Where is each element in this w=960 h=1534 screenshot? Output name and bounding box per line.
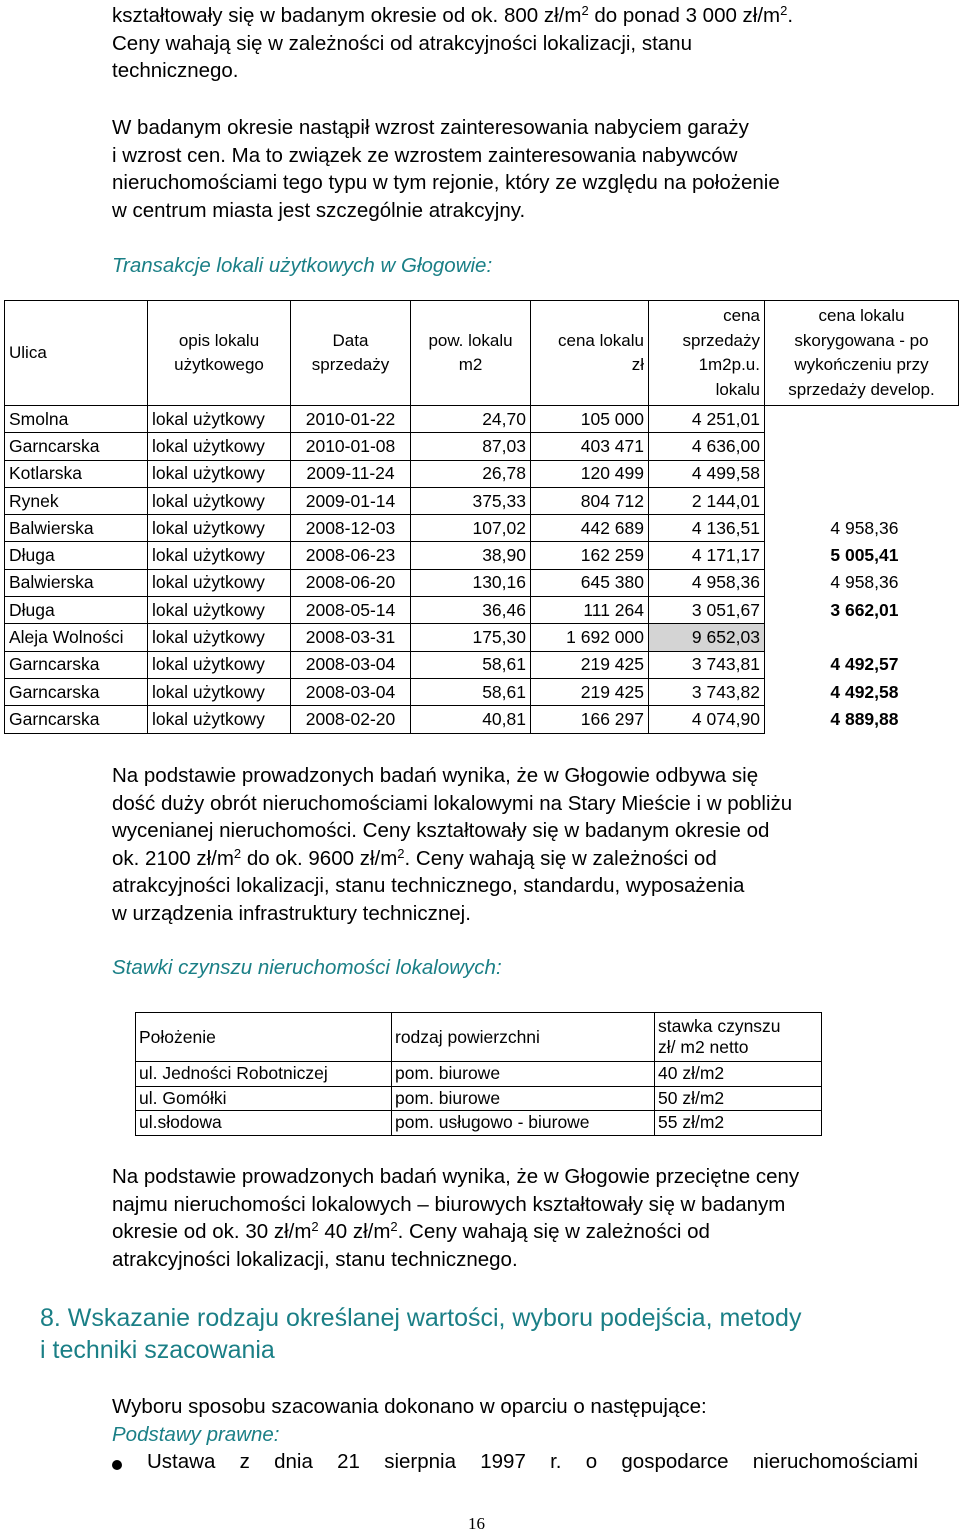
cell-unit-price: 2 144,01 (649, 487, 765, 514)
cell-area: 107,02 (411, 515, 531, 542)
cell-description: lokal użytkowy (148, 433, 291, 460)
garages-line-2: i wzrost cen. Ma to związek ze wzrostem zainteresowania nabywców (112, 143, 738, 167)
cell-price: 162 259 (531, 542, 649, 569)
transactions-heading: Transakcje lokali użytkowych w Głogowie: (112, 254, 493, 277)
cell-street: Długa (5, 597, 148, 624)
cell-area: 40,81 (411, 706, 531, 733)
header-adjusted-price: cena lokalu skorygowana - po wykończeniu przy sprzedaży develop. (765, 301, 959, 406)
cell-street: Kotlarska (5, 460, 148, 487)
table-row (136, 1111, 822, 1136)
cell-description: lokal użytkowy (148, 569, 291, 596)
cell-rate: 55 zł/m2 (655, 1111, 822, 1136)
analysis-line-2: dość duży obrót nieruchomościami lokalowymi na Stary Mieście i w pobliżu (112, 791, 793, 815)
rent-table (135, 1012, 822, 1136)
cell-description: lokal użytkowy (148, 678, 291, 705)
bullet-word: dnia (274, 1450, 313, 1473)
garages-paragraph (112, 114, 912, 224)
transactions-header-row (5, 301, 959, 406)
rent-line-1: Na podstawie prowadzonych badań wynika, że w Głogowie przeciętne ceny (112, 1165, 800, 1188)
cell-date: 2008-03-04 (291, 651, 411, 678)
cell-unit-price: 4 251,01 (649, 406, 765, 433)
cell-type: pom. biurowe (392, 1086, 655, 1111)
cell-street: Smolna (5, 406, 148, 433)
cell-date: 2008-06-23 (291, 542, 411, 569)
cell-date: 2008-05-14 (291, 597, 411, 624)
table-row (136, 1086, 822, 1111)
cell-type: pom. biurowe (392, 1062, 655, 1087)
analysis-line-1: Na podstawie prowadzonych badań wynika, że w Głogowie odbywa się (112, 764, 759, 787)
transactions-table (4, 300, 959, 734)
cell-area: 36,46 (411, 597, 531, 624)
cell-adjusted-price (765, 624, 959, 651)
cell-adjusted-price: 4 958,36 (830, 517, 899, 538)
cell-adjusted-price (765, 460, 959, 487)
cell-area: 175,30 (411, 624, 531, 651)
table-row (5, 569, 959, 596)
cell-unit-price: 4 074,90 (649, 706, 765, 733)
cell-area: 38,90 (411, 542, 531, 569)
bullet-icon (112, 1460, 122, 1470)
analysis-paragraph (112, 762, 912, 927)
cell-rate: 50 zł/m2 (655, 1086, 822, 1111)
cell-description: lokal użytkowy (148, 542, 291, 569)
cell-date: 2008-12-03 (291, 515, 411, 542)
intro-line-1: kształtowały się w badanym okresie od ok. 800 $zł/m^2$ do ponad 3 000 $zł/m^2$. (112, 3, 794, 27)
section-8-line-2: i techniki szacowania (40, 1336, 275, 1364)
cell-location: ul. Gomółki (136, 1086, 392, 1111)
cell-adjusted-price (765, 487, 959, 514)
cell-description: lokal użytkowy (148, 406, 291, 433)
cell-description: lokal użytkowy (148, 597, 291, 624)
cell-area: 24,70 (411, 406, 531, 433)
header-date: Data sprzedaży (291, 301, 411, 406)
table-row (5, 460, 959, 487)
cell-unit-price: 4 499,58 (649, 460, 765, 487)
cell-price: 1 692 000 (531, 624, 649, 651)
cell-price: 120 499 (531, 460, 649, 487)
cell-rate: 40 zł/m2 (655, 1062, 822, 1087)
rent-line-3: okresie od ok. 30 $zł/m^2$ 40 $zł/m^2$. Ceny wahają się w zależności od (112, 1219, 710, 1243)
cell-unit-price: 4 958,36 (649, 569, 765, 596)
cell-price: 105 000 (531, 406, 649, 433)
cell-adjusted-price: 4 889,88 (830, 708, 899, 729)
intro-line-2: Ceny wahają się w zależności od atrakcyjności lokalizacji, stanu (112, 31, 692, 55)
cell-street: Rynek (5, 487, 148, 514)
header-unit-price: cena sprzedaży 1m2p.u. lokalu (649, 301, 765, 406)
table-row (5, 651, 959, 678)
cell-date: 2010-01-22 (291, 406, 411, 433)
cell-price: 645 380 (531, 569, 649, 596)
cell-description: lokal użytkowy (148, 624, 291, 651)
method-paragraph (112, 1393, 912, 1448)
garages-line-1: W badanym okresie nastąpił wzrost zainteresowania nabyciem garaży (112, 116, 749, 139)
cell-date: 2008-02-20 (291, 706, 411, 733)
table-row (136, 1062, 822, 1087)
table-row (5, 597, 959, 624)
bullet-word: 21 (337, 1450, 360, 1473)
analysis-line-4: ok. 2100 $zł/m^2$ do ok. 9600 $zł/m^2$. Ceny wahają się w zależności od (112, 845, 717, 870)
cell-area: 26,78 (411, 460, 531, 487)
table-row (5, 706, 959, 733)
analysis-line-3: wycenianej nieruchomości. Ceny kształtowały się w badanym okresie od (112, 819, 770, 842)
page-number: 16 (468, 1514, 485, 1533)
bullet-item (147, 1450, 918, 1474)
bullet-word: z (239, 1450, 250, 1473)
cell-street: Garncarska (5, 678, 148, 705)
cell-street: Garncarska (5, 433, 148, 460)
rent-paragraph (112, 1163, 912, 1273)
bullet-word: o (585, 1450, 598, 1473)
section-8-heading (40, 1302, 940, 1366)
intro-paragraph (112, 2, 912, 85)
cell-description: lokal użytkowy (148, 460, 291, 487)
cell-adjusted-price: 4 958,36 (830, 572, 899, 593)
cell-adjusted-price (765, 406, 959, 433)
cell-street: Aleja Wolności (5, 624, 148, 651)
cell-price: 219 425 (531, 651, 649, 678)
cell-price: 111 264 (531, 597, 649, 624)
rent-heading: Stawki czynszu nieruchomości lokalowych: (112, 956, 502, 979)
table-row (5, 624, 959, 651)
cell-date: 2009-11-24 (291, 460, 411, 487)
legal-basis-label: Podstawy prawne: (112, 1422, 280, 1446)
cell-date: 2008-03-04 (291, 678, 411, 705)
rent-line-4: atrakcyjności lokalizacji, stanu technicznego. (112, 1247, 518, 1271)
cell-type: pom. usługowo - biurowe (392, 1111, 655, 1136)
cell-price: 804 712 (531, 487, 649, 514)
cell-unit-price: 4 171,17 (649, 542, 765, 569)
section-8-line-1: 8. Wskazanie rodzaju określanej wartości, wyboru podejścia, metody (40, 1304, 802, 1332)
cell-area: 58,61 (411, 678, 531, 705)
cell-area: 130,16 (411, 569, 531, 596)
method-line-1: Wyboru sposobu szacowania dokonano w oparciu o następujące: (112, 1395, 707, 1418)
cell-unit-price: 4 636,00 (649, 433, 765, 460)
cell-adjusted-price: 4 492,58 (830, 681, 899, 702)
analysis-line-6: w urządzenia infrastruktury technicznej. (112, 901, 471, 925)
header-price: cena lokalu zł (531, 301, 649, 406)
cell-street: Długa (5, 542, 148, 569)
cell-date: 2009-01-14 (291, 487, 411, 514)
rent-header-location: Położenie (136, 1013, 392, 1062)
cell-adjusted-price (765, 433, 959, 460)
bullet-word: gospodarce (621, 1450, 729, 1473)
cell-unit-price: 3 743,82 (649, 678, 765, 705)
table-row (5, 542, 959, 569)
cell-date: 2008-06-20 (291, 569, 411, 596)
bullet-word: 1997 (480, 1450, 526, 1473)
table-row (5, 678, 959, 705)
rent-header-row (136, 1013, 822, 1062)
cell-description: lokal użytkowy (148, 706, 291, 733)
cell-price: 442 689 (531, 515, 649, 542)
cell-unit-price: 9 652,03 (649, 624, 765, 651)
cell-location: ul.słodowa (136, 1111, 392, 1136)
cell-unit-price: 4 136,51 (649, 515, 765, 542)
bullet-word: r. (550, 1450, 562, 1473)
cell-street: Balwierska (5, 569, 148, 596)
analysis-line-5: atrakcyjności lokalizacji, stanu technicznego, standardu, wyposażenia (112, 874, 745, 897)
cell-description: lokal użytkowy (148, 515, 291, 542)
rent-line-2: najmu nieruchomości lokalowych – biurowych kształtowały się w badanym (112, 1192, 786, 1216)
table-row (5, 487, 959, 514)
garages-line-3: nieruchomościami tego typu w tym rejonie, który ze względu na położenie (112, 171, 780, 194)
cell-area: 58,61 (411, 651, 531, 678)
cell-street: Balwierska (5, 515, 148, 542)
cell-date: 2008-03-31 (291, 624, 411, 651)
cell-area: 375,33 (411, 487, 531, 514)
cell-unit-price: 3 051,67 (649, 597, 765, 624)
cell-unit-price: 3 743,81 (649, 651, 765, 678)
rent-header-type: rodzaj powierzchni (392, 1013, 655, 1062)
header-area: pow. lokalu m2 (411, 301, 531, 406)
cell-description: lokal użytkowy (148, 651, 291, 678)
bullet-word: Ustawa (147, 1450, 216, 1473)
cell-street: Garncarska (5, 651, 148, 678)
cell-adjusted-price: 5 005,41 (830, 545, 899, 566)
header-street: Ulica (5, 301, 148, 406)
cell-description: lokal użytkowy (148, 487, 291, 514)
table-row (5, 433, 959, 460)
bullet-word: nieruchomościami (752, 1450, 918, 1473)
cell-adjusted-price: 3 662,01 (830, 599, 899, 620)
intro-line-3: technicznego. (112, 59, 239, 82)
cell-price: 219 425 (531, 678, 649, 705)
header-description: opis lokalu użytkowego (148, 301, 291, 406)
cell-adjusted-price: 4 492,57 (830, 654, 899, 675)
cell-price: 166 297 (531, 706, 649, 733)
cell-area: 87,03 (411, 433, 531, 460)
table-row (5, 406, 959, 433)
rent-header-rate: stawka czynszu zł/ m2 netto (655, 1013, 822, 1062)
garages-line-4: w centrum miasta jest szczególnie atrakcyjny. (112, 198, 526, 222)
cell-street: Garncarska (5, 706, 148, 733)
cell-price: 403 471 (531, 433, 649, 460)
cell-location: ul. Jedności Robotniczej (136, 1062, 392, 1087)
table-row (5, 515, 959, 542)
bullet-word: sierpnia (384, 1450, 456, 1473)
cell-date: 2010-01-08 (291, 433, 411, 460)
